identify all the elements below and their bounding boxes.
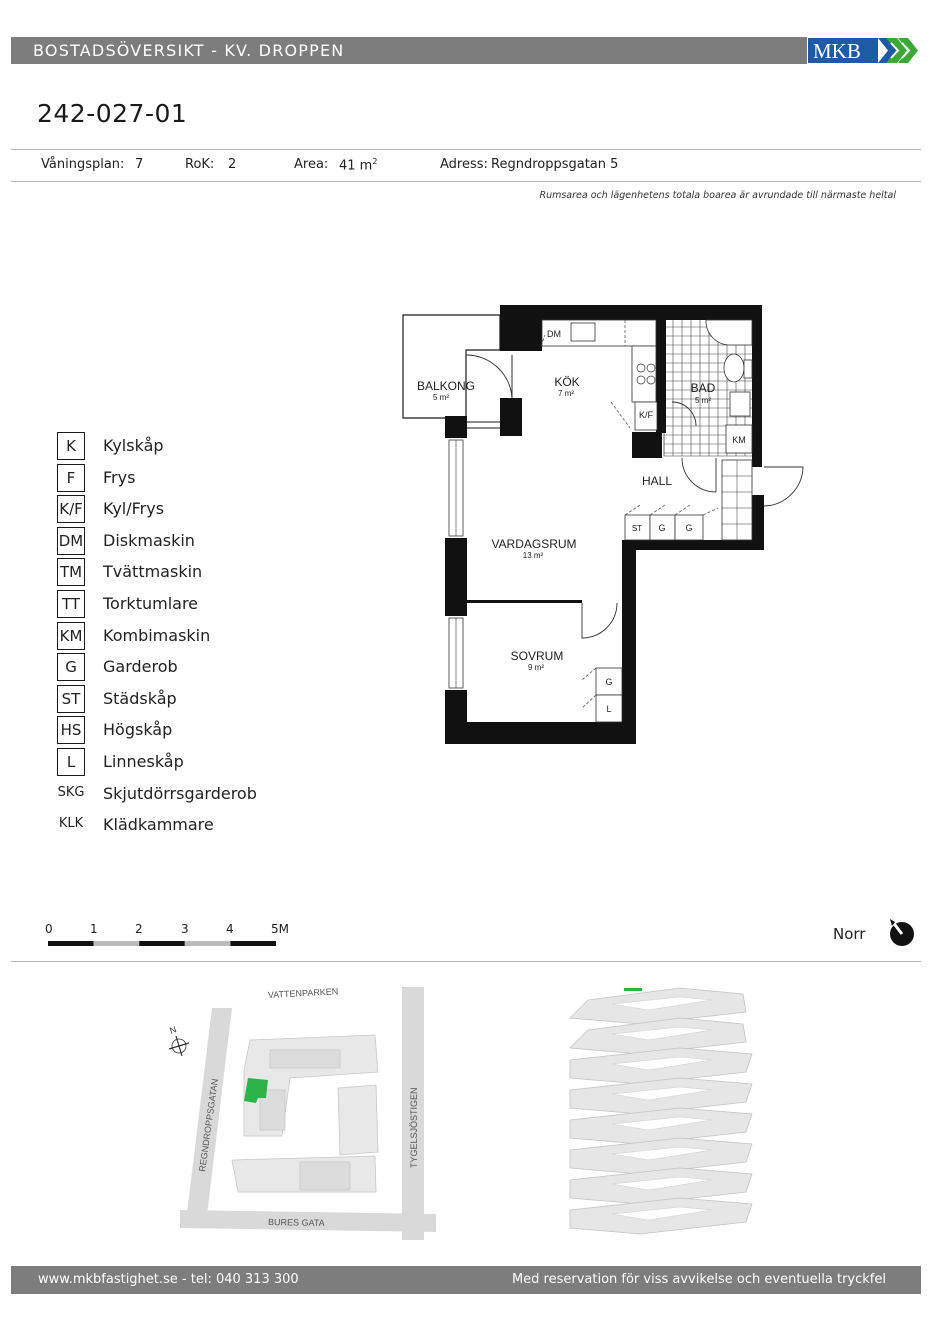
building-floor	[570, 1108, 752, 1144]
address-label: Adress:	[440, 157, 488, 172]
legend-code: K	[57, 432, 85, 460]
compass-n: N	[168, 1024, 178, 1036]
legend-label: Skjutdörrsgarderob	[103, 783, 257, 803]
legend-item	[56, 432, 296, 460]
building-floor	[570, 1018, 746, 1054]
legend-item	[56, 622, 296, 650]
area-value: 41 $m^2$	[339, 157, 378, 174]
area-sovrum: 9 m²	[528, 663, 544, 672]
building-floor	[570, 1168, 752, 1204]
building-floors-illustration	[555, 982, 765, 1237]
compass-icon	[168, 1024, 189, 1056]
apartment-number: 242-027-01	[37, 99, 188, 128]
legend-item	[56, 748, 296, 776]
apartment-highlight	[624, 988, 642, 991]
header-bar	[11, 37, 921, 64]
legend-label: Linneskåp	[103, 752, 184, 771]
floor-label: Våningsplan:	[41, 157, 125, 172]
divider	[11, 181, 921, 182]
room-sovrum: SOVRUM	[510, 649, 564, 663]
scale-bar	[44, 922, 304, 952]
legend-item	[56, 811, 296, 839]
legend-item	[56, 558, 296, 586]
footer-contact: www.mkbfastighet.se - tel: 040 313 300	[38, 1272, 299, 1287]
legend-code: KM	[57, 622, 85, 650]
fixture-g3: G	[605, 677, 613, 687]
rok-value: 2	[228, 157, 237, 172]
scale-tick-label: 1	[90, 922, 98, 936]
area-label: Area:	[294, 157, 329, 172]
fixture-l: L	[606, 704, 612, 714]
fixture-g2: G	[685, 523, 693, 533]
legend-item	[56, 653, 296, 681]
rok-label: RoK:	[185, 157, 215, 172]
building-floor	[570, 1078, 752, 1114]
legend-item	[56, 780, 296, 808]
legend-code: G	[57, 653, 85, 681]
street-vattenparken: VATTENPARKEN	[267, 986, 339, 1000]
site-plan	[150, 980, 450, 1245]
legend-code: TT	[57, 590, 85, 618]
fixture-g1: G	[658, 523, 666, 533]
scale-tick-label: 0	[45, 922, 53, 936]
room-hall: HALL	[641, 474, 673, 488]
footer-bar	[11, 1266, 921, 1294]
north-arrow-icon	[886, 918, 916, 948]
legend-code: HS	[57, 716, 85, 744]
legend-item	[56, 527, 296, 555]
address-value: Regndroppsgatan 5	[491, 157, 619, 172]
scale-tick-label: 5M	[271, 922, 289, 936]
legend-code: DM	[57, 527, 85, 555]
legend-label: Städskåp	[103, 688, 177, 708]
divider	[11, 961, 921, 962]
street-bures-gata: BURES GATA	[267, 1217, 325, 1228]
legend-label: Frys	[103, 467, 136, 487]
legend-label: Garderob	[103, 657, 178, 677]
scale-tick-label: 4	[226, 922, 234, 936]
scale-tick-label: 3	[181, 922, 189, 936]
legend-label: Kombimaskin	[103, 625, 211, 645]
building-floor	[570, 1048, 752, 1084]
building-floor	[570, 1198, 752, 1234]
legend-label: Kyl/Frys	[103, 499, 165, 519]
legend-item	[56, 590, 296, 618]
legend-code: L	[57, 748, 85, 776]
legend-code: F	[57, 464, 85, 492]
building-floor	[570, 1138, 752, 1174]
logo-text: MKB	[813, 39, 861, 63]
legend-item	[56, 464, 296, 492]
area-vardagsrum: 13 m²	[522, 551, 544, 560]
area-balkong: 5 m²	[433, 393, 449, 402]
scale-segments	[48, 940, 276, 948]
legend-label: Diskmaskin	[103, 530, 195, 550]
legend-code: KLK	[58, 816, 84, 832]
room-bad: BAD	[690, 381, 716, 395]
legend-label: Högskåp	[103, 720, 173, 740]
legend-label: Klädkammare	[103, 815, 214, 835]
room-balkong: BALKONG	[416, 379, 476, 393]
floor-plan	[390, 295, 810, 755]
header-title: BOSTADSÖVERSIKT - KV. DROPPEN	[33, 41, 345, 60]
legend-item	[56, 495, 296, 523]
legend-item	[56, 685, 296, 713]
legend-item	[56, 716, 296, 744]
legend-label: Torktumlare	[103, 594, 199, 613]
fixture-st: ST	[631, 524, 643, 533]
legend-code: ST	[57, 685, 85, 713]
building-floor	[570, 988, 746, 1024]
legend-code: TM	[57, 558, 85, 586]
fixture-kf: K/F	[638, 410, 654, 420]
divider	[11, 149, 921, 150]
scale-tick-label: 2	[135, 922, 143, 936]
legend-label: Kylskåp	[103, 436, 164, 455]
area-bad: 5 m²	[695, 396, 711, 405]
legend-code: SKG	[57, 784, 85, 800]
room-kok: KÖK	[554, 375, 580, 389]
floor-value: 7	[135, 157, 144, 172]
legend-code: K/F	[57, 495, 85, 523]
street-regndroppsgatan: REGNDROPPSGATAN	[197, 1078, 221, 1173]
area-note: Rumsarea och lägenhetens totala boarea är avrundade till närmaste heltal	[539, 190, 896, 201]
fixture-dm: DM	[547, 329, 561, 339]
fixture-km: KM	[732, 435, 746, 445]
north-label: Norr	[833, 925, 866, 943]
area-kok: 7 m²	[558, 389, 574, 398]
room-vardagsrum: VARDAGSRUM	[491, 537, 577, 551]
mkb-logo	[807, 37, 921, 64]
street-tygelsjostigen: TYGELSJÖSTIGEN	[409, 1087, 419, 1168]
footer-disclaimer: Med reservation för viss avvikelse och eventuella tryckfel	[511, 1272, 886, 1287]
legend-label: Tvättmaskin	[103, 562, 203, 582]
